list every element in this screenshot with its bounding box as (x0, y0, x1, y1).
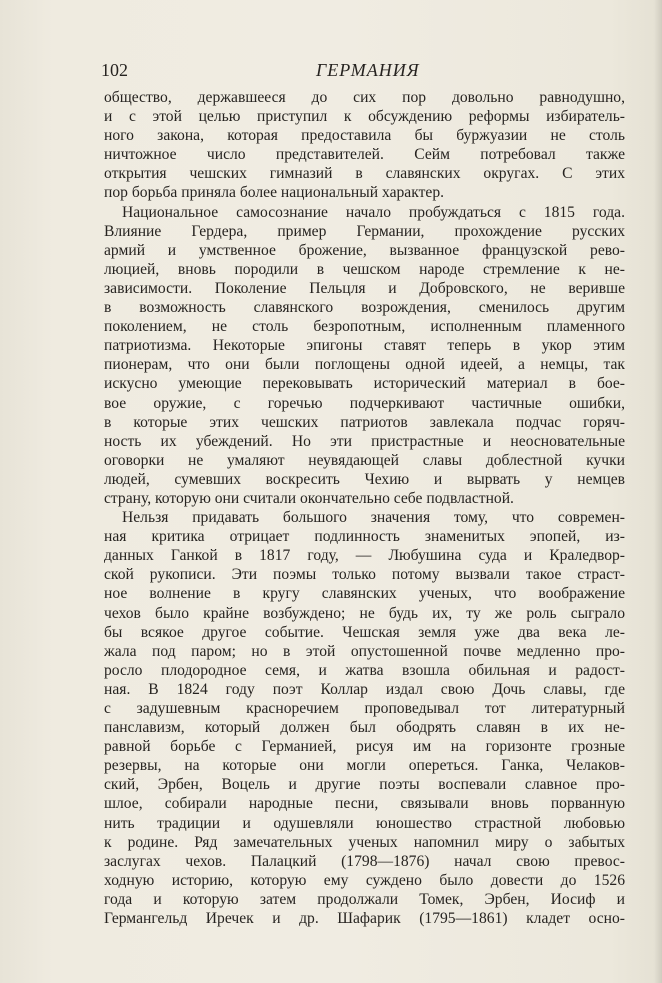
running-header (101, 58, 625, 82)
text-line: бы всякое другое событие. Чешская земля уже два века ле- (104, 623, 625, 641)
text-line: Германгельд Иречек и др. Шафарик (1795—1861) кладет осно- (104, 910, 625, 928)
text-line: ничтожное число представителей. Сейм потребовал также (104, 146, 625, 164)
text-line: равной борьбе с Германией, рисуя им на горизонте грозные (104, 738, 625, 756)
text-line: данных Ганкой в 1817 году, — Любушина суда и Краледвор- (104, 547, 625, 565)
text-line: пионерам, что они были поглощены одной идеей, а немцы, так (104, 356, 625, 374)
text-line: к родине. Ряд замечательных ученых напомнил миру о забытых (104, 833, 625, 851)
text-line: общество, державшееся до сих пор довольно равнодушно, (104, 89, 625, 106)
text-line: резервы, на которые они могли опереться. Ганка, Челаков- (104, 757, 625, 775)
text-line: пор борьба приняла более национальный характер. (104, 184, 445, 202)
text-line: ской рукописи. Эти поэмы только потому вызвали такое страст- (104, 566, 625, 584)
text-line: ходную историю, которую ему суждено было довести до 1526 (104, 871, 625, 889)
page-edge-shadow (654, 0, 662, 983)
text-line: года и которую затем продолжали Томек, Эрбен, Иосиф и (104, 890, 625, 908)
text-line: чехов было крайне возбуждено; не будь их, ту же роль сыграло (104, 604, 625, 622)
text-line: Нельзя придавать большого значения тому, что современ- (122, 509, 625, 527)
text-line: оговорки не умаляют неувядающей славы доблестной кучки (104, 451, 625, 469)
text-line: Влияние Гердера, пример Германии, прохождение русских (104, 222, 625, 240)
page-number: 102 (101, 60, 128, 80)
text-line: с задушевным красноречием проповедывал тот литературный (104, 700, 625, 717)
text-line: заслугах чехов. Палацкий (1798—1876) начал свою превос- (104, 852, 625, 870)
text-line: искусно умеющие перековывать исторический материал в бое- (104, 375, 625, 393)
text-line: зависимости. Поколение Пельцля и Добровского, не веривше (104, 279, 625, 297)
text-line: жала под паром; но в этой опустошенной почве медленно про- (104, 642, 625, 660)
text-line: панславизм, который должен был ободрять славян в их не- (104, 719, 625, 737)
text-line: ное волнение в кругу славянских ученых, что воображение (104, 585, 625, 603)
body-text (104, 88, 625, 928)
text-line: ность их убеждений. Но эти пристрастные и неосновательные (104, 432, 625, 450)
text-line: армий и умственное брожение, вызванное французской рево- (104, 241, 625, 259)
text-line: ного закона, которая предоставила бы буржуазии не столь (104, 127, 625, 145)
text-line: нить традиции и одушевляли юношество страстной любовью (104, 814, 625, 832)
text-line: ная. В 1824 году поэт Коллар издал свою Дочь славы, где (104, 680, 625, 698)
text-line: поколением, не столь безропотным, исполненным пламенного (104, 318, 625, 336)
text-line: вое оружие, с горечью подчеркивают частичные ошибки, (104, 394, 625, 412)
text-line: люцией, вновь породили в чешском народе стремление к не- (104, 260, 625, 278)
text-line: в возможность славянского возрождения, сменилось другим (104, 299, 625, 317)
text-line: страну, которую они считали окончательно себе подвластной. (104, 489, 514, 507)
text-line: и с этой целью приступил к обсуждению реформы избиратель- (104, 108, 625, 126)
text-line: патриотизма. Некоторые эпигоны ставят теперь в укор этим (104, 337, 625, 355)
text-line: шлое, собирали народные песни, связывали вновь порванную (104, 795, 625, 813)
text-line: людей, сумевших воскресить Чехию и вырвать у немцев (104, 470, 625, 488)
text-line: в которые этих чешских патриотов завлекала подчас горяч- (104, 413, 625, 431)
running-title: ГЕРМАНИЯ (316, 60, 420, 80)
text-line: ная критика отрицает подлинность знаменитых эпопей, из- (104, 528, 625, 546)
text-line: росло плодородное семя, и жатва взошла обильная и радост- (104, 661, 625, 679)
text-line: Национальное самосознание начало пробуждаться с 1815 года. (122, 203, 625, 221)
text-line: открытия чешских гимназий в славянских округах. С этих (104, 165, 625, 183)
text-line: ский, Эрбен, Воцель и другие поэты воспевали славное про- (104, 776, 625, 794)
